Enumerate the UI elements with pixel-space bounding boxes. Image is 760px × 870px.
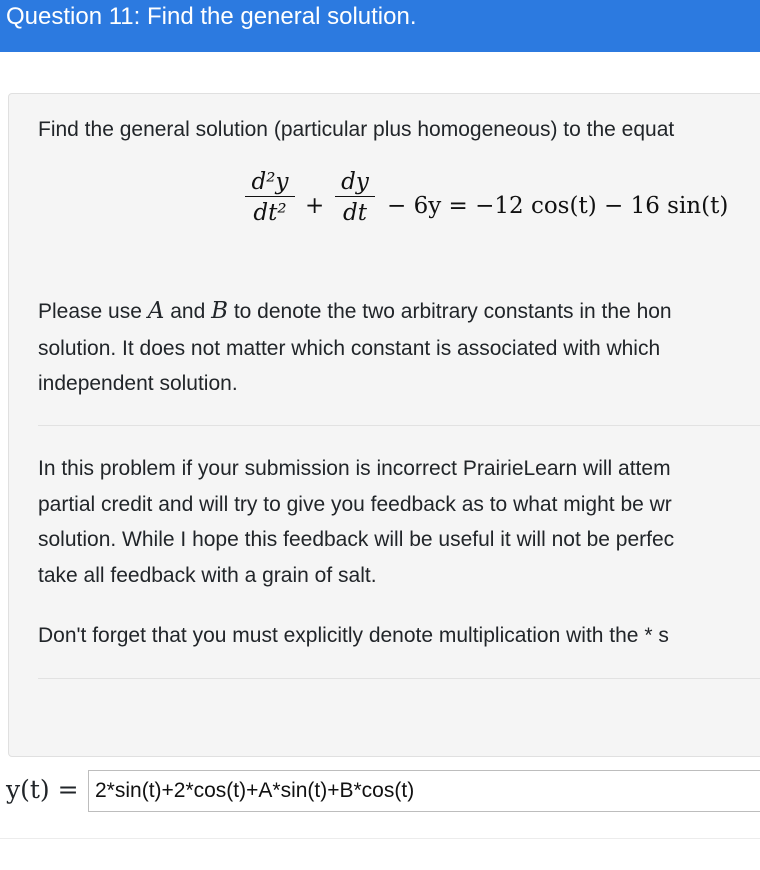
differential-equation	[245, 168, 760, 248]
question-intro: Find the general solution (particular plus homogeneous) to the equat	[38, 118, 675, 141]
constants-text-a: Please use	[38, 300, 148, 323]
question-header	[0, 0, 760, 52]
multiplication-note: Don't forget that you must explicitly denote multiplication with the * s	[38, 624, 669, 647]
first-derivative-fraction	[335, 168, 375, 227]
frac2-numerator: dy	[341, 169, 369, 195]
second-derivative-fraction	[245, 168, 295, 227]
plus-sign: +	[305, 193, 325, 219]
answer-input[interactable]: 2*sin(t)+2*cos(t)+A*sin(t)+B*cos(t)	[88, 770, 760, 812]
bottom-divider	[0, 838, 760, 839]
constant-b: B	[211, 298, 228, 324]
feedback-line1: In this problem if your submission is incorrect PrairieLearn will attem	[38, 457, 671, 480]
section-divider-2	[38, 678, 760, 679]
constants-text-b: and	[164, 300, 212, 323]
feedback-line4: take all feedback with a grain of salt.	[38, 564, 377, 587]
frac2-denominator: dt	[335, 196, 375, 227]
section-divider	[38, 425, 760, 426]
frac1-denominator: dt²	[245, 196, 295, 227]
answer-label: y(t) =	[6, 775, 79, 804]
constants-instruction-line2: solution. It does not matter which constant is associated with which	[38, 337, 661, 360]
question-title: Question 11: Find the general solution.	[6, 3, 417, 30]
feedback-line2: partial credit and will try to give you feedback as to what might be wr	[38, 493, 672, 516]
constant-a: A	[147, 298, 165, 324]
frac1-numerator: d²y	[251, 169, 289, 195]
feedback-line3: solution. While I hope this feedback will be useful it will not be perfec	[38, 528, 675, 551]
constants-text-c: to denote the two arbitrary constants in the hon	[228, 300, 672, 323]
equation-rhs: − 6y = −12 cos(t) − 16 sin(t)	[387, 193, 729, 219]
constants-instruction-line3: independent solution.	[38, 372, 238, 395]
constants-instruction-line1	[38, 294, 672, 329]
